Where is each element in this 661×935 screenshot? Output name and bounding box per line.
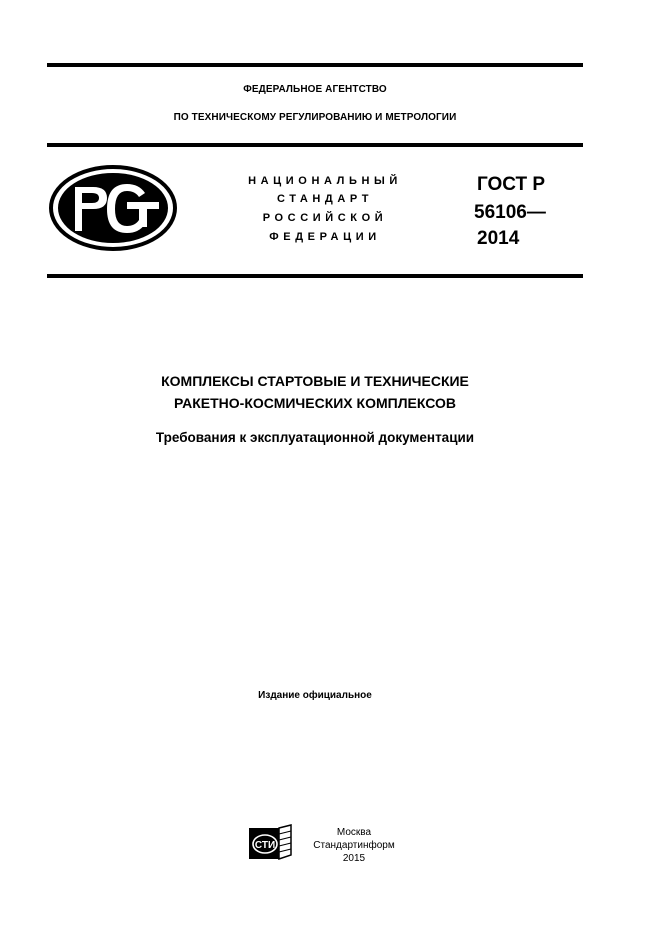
gost-designation-line-3: 2014 — [477, 228, 520, 249]
publisher-logo-text: СТИ — [254, 840, 276, 851]
document-title-line-2: РАКЕТНО-КОСМИЧЕСКИХ КОМПЛЕКСОВ — [174, 395, 456, 411]
document-subtitle: Требования к эксплуатационной документации — [155, 430, 475, 445]
national-line-2: СТАНДАРТ — [276, 193, 374, 205]
document-title-line-1: КОМПЛЕКСЫ СТАРТОВЫЕ И ТЕХНИЧЕСКИЕ — [161, 373, 469, 389]
gost-designation-line-1: ГОСТ Р — [477, 174, 546, 195]
top-rule — [47, 63, 583, 67]
header-rule — [47, 143, 583, 147]
agency-name-line-1: ФЕДЕРАЛЬНОЕ АГЕНТСТВО — [243, 84, 387, 95]
publisher-name: Стандартинформ — [313, 840, 395, 851]
national-line-4: ФЕДЕРАЦИИ — [269, 231, 381, 243]
publisher-city: Москва — [336, 827, 372, 838]
national-line-3: РОССИЙСКОЙ — [262, 212, 388, 224]
publication-year: 2015 — [342, 853, 366, 864]
edition-label: Издание официальное — [258, 690, 372, 701]
gost-designation-line-2: 56106— — [474, 202, 546, 223]
agency-name-line-2: ПО ТЕХНИЧЕСКОМУ РЕГУЛИРОВАНИЮ И МЕТРОЛОГИИ — [173, 112, 457, 123]
block-rule — [47, 274, 583, 278]
standartinform-logo-icon — [248, 824, 292, 860]
national-line-1: НАЦИОНАЛЬНЫЙ — [248, 175, 402, 187]
gost-r-logo-icon — [49, 165, 177, 251]
